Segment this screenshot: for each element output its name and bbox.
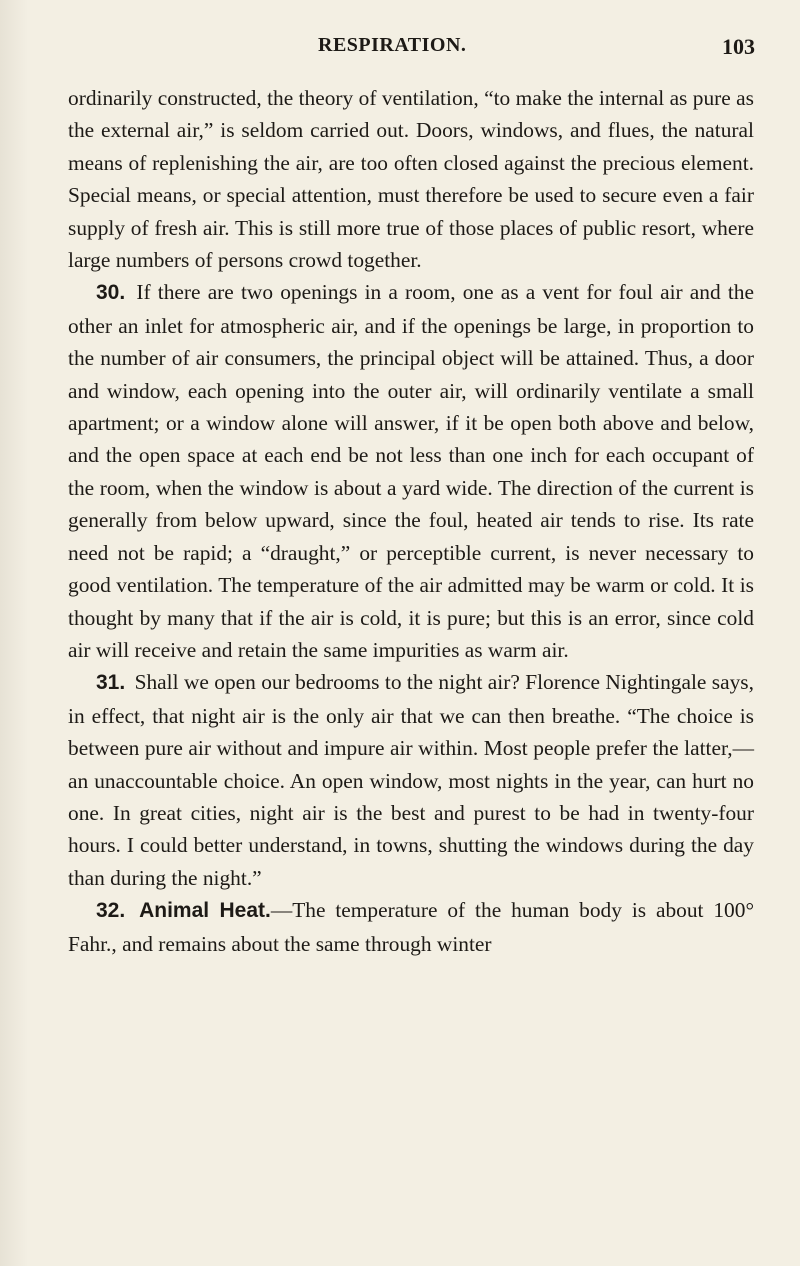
page-number: 103 xyxy=(722,34,755,59)
paragraph-continuation xyxy=(68,82,754,276)
running-title: RESPIRATION. xyxy=(318,34,467,56)
paragraph-section-30 xyxy=(68,276,754,666)
section-number: 31. xyxy=(96,671,126,695)
section-number: 32. xyxy=(96,899,126,923)
paragraph-text: If there are two openings in a room, one as a vent for foul air and the other an inlet for atmospheric air, and if the openings be large, in proportion to the number of air consumers, the principal object will be attained. Thus, a door and window, each opening into the outer air, will ordinarily ventilate a small apartment; or a window alone will answer, if it be open both above and below, and the open space at each end be not less than one inch for each occupant of the room, when the window is about a yard wide. The direction of the current is generally from below upward, since the foul, heated air tends to rise. Its rate need not be rapid; a “draught,” or perceptible current, is never necessary to good ventilation. The temperature of the air admitted may be warm or cold. It is thought by many that if the air is cold, it is pure; but this is an error, since cold air will receive and retain the same impurities as warm air. xyxy=(68,280,754,662)
paragraph-text: ordinarily constructed, the theory of ventilation, “to make the internal as pure as the external air,” is seldom carried out. Doors, windows, and flues, the natural means of replenishing the air, are too often closed against the precious element. Special means, or special attention, must therefore be used to secure even a fair supply of fresh air. This is still more true of those places of public resort, where large numbers of persons crowd together. xyxy=(68,86,754,273)
page-header xyxy=(0,34,800,64)
body-text xyxy=(68,82,754,960)
paragraph-text: —The temperature of the human body is about 100° Fahr., and remains about the same through winter xyxy=(68,898,755,956)
paragraph-section-32 xyxy=(68,894,754,960)
paragraph-text: Shall we open our bedrooms to the night air? Florence Nightingale says, in effect, that night air is the only air that we can then breathe. “The choice is between pure air without and impure air within. Most people prefer the latter,—an unaccountable choice. An open window, most nights in the year, can hurt no one. In great cities, night air is the best and purest to be had in twenty-four hours. I could better understand, in towns, shutting the windows during the day than during the night.” xyxy=(68,670,754,890)
paragraph-section-31 xyxy=(68,666,754,894)
section-heading: Animal Heat. xyxy=(139,899,271,923)
section-number: 30. xyxy=(96,281,126,305)
